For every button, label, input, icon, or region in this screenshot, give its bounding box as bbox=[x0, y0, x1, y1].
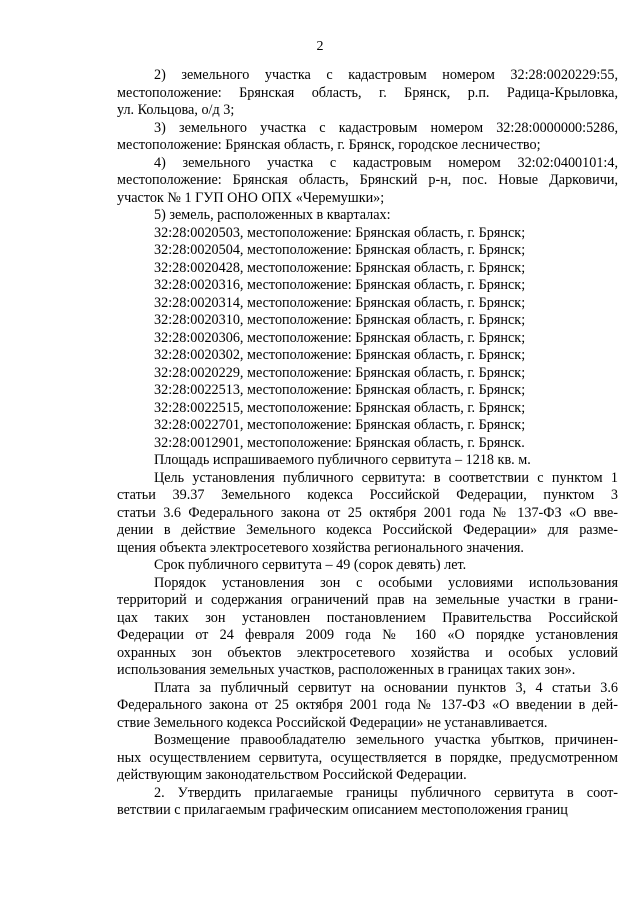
quarter-item: 32:28:0022513, местоположение: Брянская область, г. Брянск; bbox=[154, 382, 526, 398]
paragraph-line: Срок публичного сервитута – 49 (сорок девять) лет. bbox=[154, 557, 467, 573]
paragraph-line: цах таких зон установлен постановлением Правительства Российской bbox=[117, 609, 618, 626]
quarter-item: 32:28:0020503, местоположение: Брянская область, г. Брянск; bbox=[154, 224, 526, 241]
paragraph-line: щения объекта электросетевого хозяйства регионального значения. bbox=[117, 539, 524, 556]
paragraph-line: Возмещение правообладателю земельного участка убытков, причинен- bbox=[154, 732, 618, 748]
paragraph-line: ул. Кольцова, о/д 3; bbox=[117, 102, 235, 118]
paragraph-line: Плата за публичный сервитут на основании пунктов 3, 4 статьи 3.6 bbox=[154, 679, 618, 696]
paragraph-line: статьи 39.37 Земельного кодекса Российской Федерации, пунктом 3 bbox=[117, 487, 618, 503]
paragraph-line: местоположение: Брянская область, г. Брянск, р.п. Радица-Крыловка, bbox=[117, 84, 618, 101]
paragraph-line: статьи 3.6 Федерального закона от 25 октября 2001 года № 137-ФЗ «О вве- bbox=[117, 504, 618, 521]
paragraph-compensation bbox=[117, 732, 618, 785]
quarter-item: 32:28:0020306, местоположение: Брянская область, г. Брянск; bbox=[154, 329, 526, 346]
paragraph-line: 4) земельного участка с кадастровым номером 32:02:0400101:4, bbox=[154, 154, 618, 171]
land-plot-items bbox=[117, 67, 618, 207]
quarter-item: 32:28:0020302, местоположение: Брянская область, г. Брянск; bbox=[154, 347, 526, 363]
paragraph-line: 2) земельного участка с кадастровым номером 32:28:0020229:55, bbox=[154, 67, 618, 83]
paragraph-line: местоположение: Брянская область, г. Брянск, городское лесничество; bbox=[117, 137, 541, 153]
paragraph-line: участок № 1 ГУП ОНО ОПХ «Черемушки»; bbox=[117, 189, 385, 206]
paragraph-line: Цель установления публичного сервитута: в соответствии с пунктом 1 bbox=[154, 469, 618, 486]
quarter-item: 32:28:0020310, местоположение: Брянская область, г. Брянск; bbox=[154, 312, 526, 328]
paragraph-line: охранных зон объектов электросетевого хозяйства и особых условий bbox=[117, 644, 618, 661]
paragraph-p4 bbox=[117, 155, 618, 208]
quarter-item: 32:28:0020229, местоположение: Брянская область, г. Брянск; bbox=[154, 364, 526, 381]
paragraph-term bbox=[117, 557, 618, 575]
paragraph-line: дении в действие Земельного кодекса Российской Федерации» для разме- bbox=[117, 522, 618, 538]
quarter-item: 32:28:0012901, местоположение: Брянская область, г. Брянск. bbox=[154, 434, 525, 451]
quarter-item: 32:28:0020504, местоположение: Брянская область, г. Брянск; bbox=[154, 242, 526, 258]
resolution-paragraphs bbox=[117, 470, 618, 820]
quarters-list bbox=[117, 225, 618, 453]
paragraph-line: ных осуществлением сервитута, осуществляется в порядке, предусмотренном bbox=[117, 749, 618, 766]
paragraph-p2 bbox=[117, 67, 618, 120]
paragraph-line: 3) земельного участка с кадастровым номером 32:28:0000000:5286, bbox=[154, 119, 618, 136]
paragraph-line: местоположение: Брянская область, Брянский р-н, пос. Новые Дарковичи, bbox=[117, 172, 618, 188]
paragraph-line: ветствии с прилагаемым графическим описанием местоположения границ bbox=[117, 802, 568, 818]
area-line: Площадь испрашиваемого публичного сервитута – 1218 кв. м. bbox=[154, 452, 531, 468]
quarter-item: 32:28:0022701, местоположение: Брянская область, г. Брянск; bbox=[154, 417, 526, 433]
paragraph-line: территорий и содержания ограничений прав на земельные участки в грани- bbox=[117, 592, 618, 608]
quarter-item: 32:28:0020314, местоположение: Брянская область, г. Брянск; bbox=[154, 294, 526, 311]
paragraph-line: использования земельных участков, расположенных в границах таких зон». bbox=[117, 662, 576, 678]
paragraph-purpose bbox=[117, 470, 618, 558]
paragraph-line: 2. Утвердить прилагаемые границы публичного сервитута в соот- bbox=[154, 784, 618, 801]
paragraph-fee bbox=[117, 680, 618, 733]
document-body bbox=[117, 67, 618, 820]
page-number: 2 bbox=[316, 39, 324, 54]
quarters-heading: 5) земель, расположенных в кварталах: bbox=[154, 207, 391, 223]
quarter-item: 32:28:0020316, местоположение: Брянская область, г. Брянск; bbox=[154, 277, 526, 293]
quarter-item: 32:28:0022515, местоположение: Брянская область, г. Брянск; bbox=[154, 399, 526, 416]
paragraph-p3 bbox=[117, 120, 618, 155]
paragraph-line: Порядок установления зон с особыми условиями использования bbox=[154, 574, 618, 591]
paragraph-line: Федерации от 24 февраля 2009 года № 160 «О порядке установления bbox=[117, 627, 618, 643]
paragraph-approve bbox=[117, 785, 618, 820]
paragraph-zones bbox=[117, 575, 618, 680]
paragraph-line: действующим законодательством Российской Федерации. bbox=[117, 767, 467, 783]
paragraph-line: ствие Земельного кодекса Российской Федерации» не устанавливается. bbox=[117, 714, 548, 731]
paragraph-line: Федерального закона от 25 октября 2001 года № 137-ФЗ «О введении в дей- bbox=[117, 697, 618, 713]
quarter-item: 32:28:0020428, местоположение: Брянская область, г. Брянск; bbox=[154, 259, 526, 276]
